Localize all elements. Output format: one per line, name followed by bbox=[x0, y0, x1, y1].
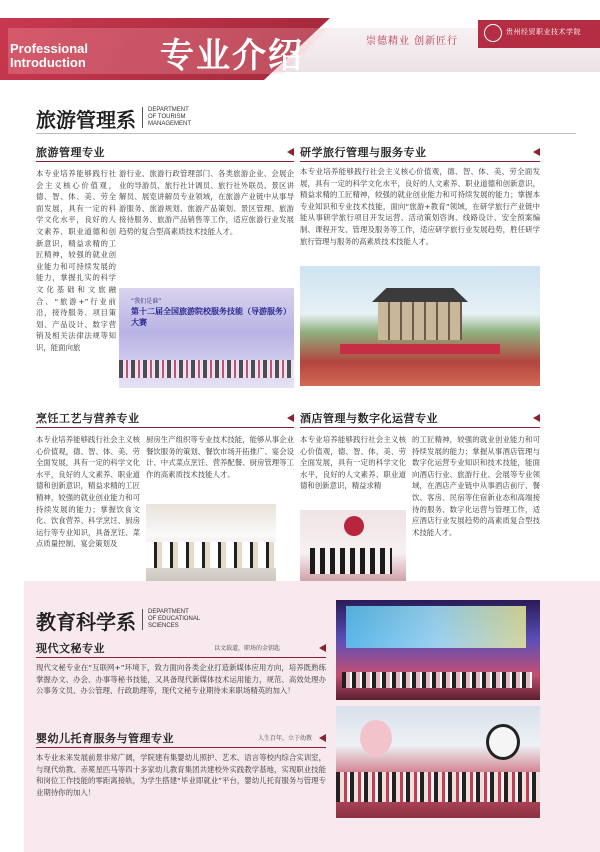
hotel-text-col2: 的工匠精神，较强的就业创业能力和可持续发展的能力；掌握从事酒店管理与数字化运营专业知识和技术技能，能面向酒店行业、旅游行业、会展等专业领域，在酒店产业链中从事酒店前厅、餐饮、客房、民宿等住宿新业态和高端接待的服务、数字化运营与管理工作，适应酒店行业发展趋势的高素质复合型技术技能人才。 bbox=[412, 435, 540, 537]
childcare-text: 本专业未来发展前景非常广阔，学院建有集婴幼儿照护、艺术、语言等校内综合实训室，与现代幼教、赤冕星匹马等四十多家幼儿教育集团共建校外实践教学基地，实现职业技能和岗位工作技能的零距离接轨，为学生搭建“毕业即就业”平台，婴幼儿托育服务与管理专业期待你的加入！ bbox=[36, 753, 326, 797]
cooking-title: 烹饪工艺与营养专业 bbox=[36, 412, 140, 425]
stage-performance-photo bbox=[336, 600, 540, 700]
header-title-cn: 专业介绍 bbox=[160, 36, 304, 76]
triangle-marker-icon bbox=[287, 148, 294, 156]
panda-mascot bbox=[486, 724, 520, 760]
cooking-class-photo bbox=[146, 504, 276, 582]
header-slogan: 崇德精业 创新匠行 bbox=[366, 36, 459, 47]
photo-caption-1: “我们是谁” bbox=[131, 298, 162, 305]
tourism-dept-en-line3: MANAGEMENT bbox=[148, 121, 192, 127]
stage-performers bbox=[342, 672, 532, 688]
childcare-heading bbox=[36, 730, 326, 748]
secretary-tag: 以文载道，职场的金钥匙 bbox=[214, 645, 281, 652]
hotel-title: 酒店管理与数字化运营专业 bbox=[300, 412, 438, 425]
triangle-marker-icon bbox=[533, 148, 540, 156]
gate-pillars bbox=[378, 302, 462, 340]
pink-mascot bbox=[360, 720, 392, 756]
hotel-text-col1: 本专业培养能够践行社会主义核心价值观，德、智、体、美、劳全面发展，具有一定的科学文化水平，良好的人文素养、职业道德和创新意识，精益求精 bbox=[300, 435, 406, 491]
gate-banner bbox=[340, 344, 500, 354]
header-title-en-line2: Introduction bbox=[10, 55, 86, 70]
header-title-en bbox=[10, 42, 88, 70]
school-logo-text: 贵州经贸职业技术学院 bbox=[506, 28, 581, 36]
tourism-dept-en-line1: DEPARTMENT bbox=[148, 107, 189, 113]
tourism-dept-title: 旅游管理系 bbox=[36, 108, 136, 132]
triangle-marker-icon bbox=[319, 644, 326, 652]
tourism-mgmt-text-col1: 本专业培养能够践行社会主义核心价值观，德、智、体、美、劳全面发展，具有一定的科学文化水平，良好的人文素养、职业道德和创新意识，精益求精的工匠精神，较强的就业创业能力和可持续发展的能力，掌握扎实的科学文化基础和文旅融合、“旅游+”行业前沿，接待服务、项目策划、产品设计、数字营销及相关法律法规等知识，能面向旅 bbox=[36, 169, 116, 352]
tourism-dept-divider bbox=[36, 133, 576, 134]
tourism-dept-title-en bbox=[142, 107, 191, 128]
stage-screen bbox=[346, 606, 526, 648]
cooking-text-col1: 本专业培养能够践行社会主义核心价值观，德、智、体、美、劳全面发展，具有一定的科学文化水平，良好的人文素养、职业道德和创新意识，精益求精的工匠精神，较强的就业创业能力和可持续发展的能力；掌握饮食文化、饮食营养、科学烹饪、厨房运行等专业知识，具备烹饪、菜点质量控制、宴会策划及 bbox=[36, 435, 140, 549]
students-row bbox=[146, 542, 276, 568]
header bbox=[0, 0, 600, 86]
group-people bbox=[119, 360, 294, 378]
childcare-title: 婴幼儿托育服务与管理专业 bbox=[36, 732, 174, 745]
study-tour-heading bbox=[300, 144, 540, 162]
triangle-marker-icon bbox=[533, 414, 540, 422]
study-tour-text: 本专业培养能够践行社会主义核心价值观，德、智、体、美、劳全面发展，具有一定的科学文化水平，良好的人文素养、职业道德和创新意识，精益求精的工匠精神，较强的就业创业能力和可持续发展的能力；掌握本专业知识和专业技术技能，面向“旅游+教育”领域，在研学旅行产业链中能从事研学旅行项目开发运营、活动策划咨询、线路设计、安全预案编制、课程开发、管理及服务等工作，适应研学旅行业发展趋势，胜任研学旅行管理与服务的高素质技术技能人才。 bbox=[300, 167, 540, 246]
education-dept-en-line2: OF EDUCATIONAL bbox=[148, 616, 201, 622]
education-dept-en-line1: DEPARTMENT bbox=[148, 609, 189, 615]
children-crowd bbox=[336, 772, 540, 802]
triangle-marker-icon bbox=[287, 414, 294, 422]
tourism-competition-photo bbox=[119, 288, 294, 388]
tourism-dept-en-line2: OF TOURISM bbox=[148, 114, 186, 120]
hotel-heading bbox=[300, 410, 540, 428]
cooking-heading bbox=[36, 410, 294, 428]
header-title-en-line1: Professional bbox=[10, 41, 89, 56]
photo-caption-2: 第十二届全国旅游院校服务技能（导游服务）大赛 bbox=[131, 307, 291, 327]
education-dept-en-line3: SCIENCES bbox=[148, 623, 179, 629]
triangle-marker-icon bbox=[319, 734, 326, 742]
study-tour-title: 研学旅行管理与服务专业 bbox=[300, 146, 427, 159]
team-lineup bbox=[310, 548, 392, 574]
gate-roof bbox=[372, 288, 468, 302]
hotel-team-photo bbox=[300, 510, 406, 582]
secretary-heading bbox=[36, 640, 326, 658]
hotel-logo-icon bbox=[344, 516, 364, 536]
school-emblem-icon bbox=[484, 24, 502, 42]
education-dept-title-en bbox=[142, 609, 200, 630]
campus-gate-photo bbox=[300, 266, 540, 386]
cooking-text-col2: 厨房生产组织等专业技术技能，能够从事企业餐饮服务的策划、餐饮市场开拓推广、宴会设计、中式菜点烹饪、营养配餐、厨房管理等工作的高素质技术技能人才。 bbox=[146, 435, 294, 479]
childcare-group-photo bbox=[336, 706, 540, 818]
tourism-mgmt-text-col2: 游行业、旅游行政管理部门、各类旅游企业、会展企业的导游员、旅行社计调员、旅行社外联员、景区讲解员、展览讲解员专业领域，在旅游产业链中从事导游服务、旅游规划、旅游产品策划、景区管理、旅游接待服务、旅游产品销售等工作，适应旅游行业发展趋势的复合型高素质技术技能人才。 bbox=[119, 169, 294, 236]
childcare-tag: 人生百年，立于幼教 bbox=[258, 735, 313, 742]
tourism-mgmt-heading bbox=[36, 144, 294, 162]
tourism-mgmt-title: 旅游管理专业 bbox=[36, 146, 105, 159]
secretary-title: 现代文秘专业 bbox=[36, 642, 105, 655]
education-dept-title: 教育科学系 bbox=[36, 610, 136, 634]
secretary-text: 现代文秘专业在“互联网+”环境下，致力面向各类企业打造新媒体应用方向，培养既熟练掌握办文、办会、办事等秘书技能，又具备现代新媒体技术运用能力，规范、高效处理办公事务文员、办公管理、行政助理等，现代文秘专业期待未来职场精英的加入！ bbox=[36, 663, 326, 696]
